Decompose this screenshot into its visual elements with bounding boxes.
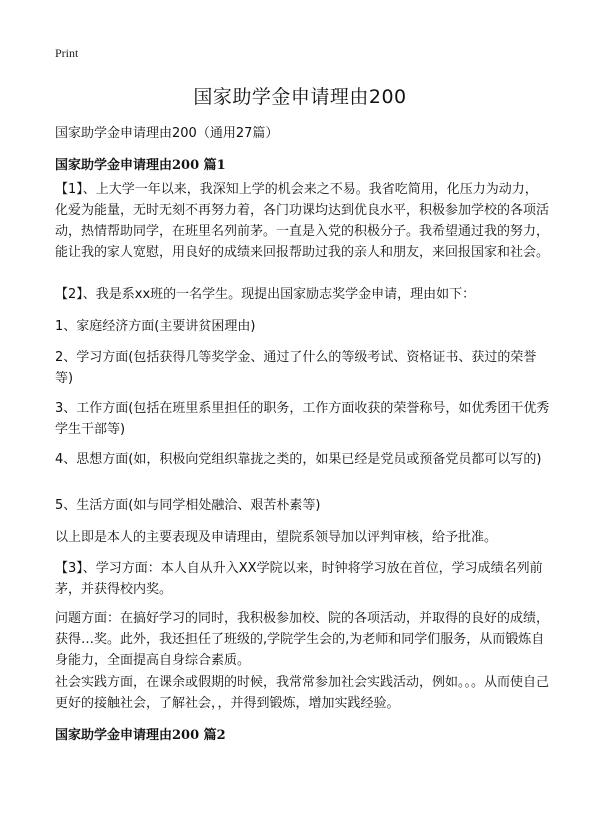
list-item-work: 3、工作方面(包括在班里系里担任的职务，工作方面收获的荣誉称号，如优秀团干优秀学生干部等) [55, 401, 550, 437]
print-label: Print [55, 46, 79, 60]
paragraph-3-study: 【3】、学习方面：本人自从升入XX学院以来，时钟将学习放在首位，学习成绩名列前茅，并获得校内奖。 [55, 561, 543, 597]
paragraph-2: 【2】、我是系xx班的一名学生。现提出国家励志奖学金申请，理由如下： [55, 287, 476, 302]
document-title: 国家助学金申请理由200 [193, 86, 407, 108]
list-item-life: 5、生活方面(如与同学相处融洽、艰苦朴素等) [55, 498, 321, 513]
paragraph-social-practice: 社会实践方面，在课余或假期的时候，我常常参加社会实践活动，例如。。。从而使自己更好的接触社会，了解社会，，并得到锻炼，增加实践经验。 [55, 675, 550, 711]
paragraph-activities: 问题方面：在搞好学习的同时，我积极参加校、院的各项活动，并取得的良好的成绩，获得…奖。此外，我还担任了班级的,学院学生会的,为老师和同学们服务，从而锻炼自身能力，全面提高自身综合素质。 [55, 611, 550, 668]
list-item-study: 2、学习方面(包括获得几等奖学金、通过了什么的等级考试、资格证书、获过的荣誉等) [55, 350, 537, 386]
list-item-thought: 4、思想方面(如，积极向党组织靠拢之类的，如果已经是党员或预备党员都可以写的) [55, 452, 542, 467]
section-heading-1: 国家助学金申请理由200 篇1 [55, 158, 226, 173]
section-heading-2: 国家助学金申请理由200 篇2 [55, 728, 226, 743]
document-subtitle: 国家助学金申请理由200（通用27篇） [55, 126, 279, 141]
list-item-family: 1、家庭经济方面(主要讲贫困理由) [55, 319, 256, 334]
paragraph-summary: 以上即是本人的主要表现及申请理由，望院系领导加以评判审核，给予批准。 [55, 530, 498, 545]
paragraph-1: 【1】、上大学一年以来，我深知上学的机会来之不易。我省吃简用，化压力为动力，化爱为能量，无时无刻不再努力着，各门功课均达到优良水平，积极参加学校的各项活动，热情帮助同学，在班里名列前茅。一直是入党的积极分子。我希望通过我的努力，能让我的家人宽慰，用良好的成绩来回报帮助过我的亲人和朋友，来回报国家和社会。 [55, 182, 550, 260]
